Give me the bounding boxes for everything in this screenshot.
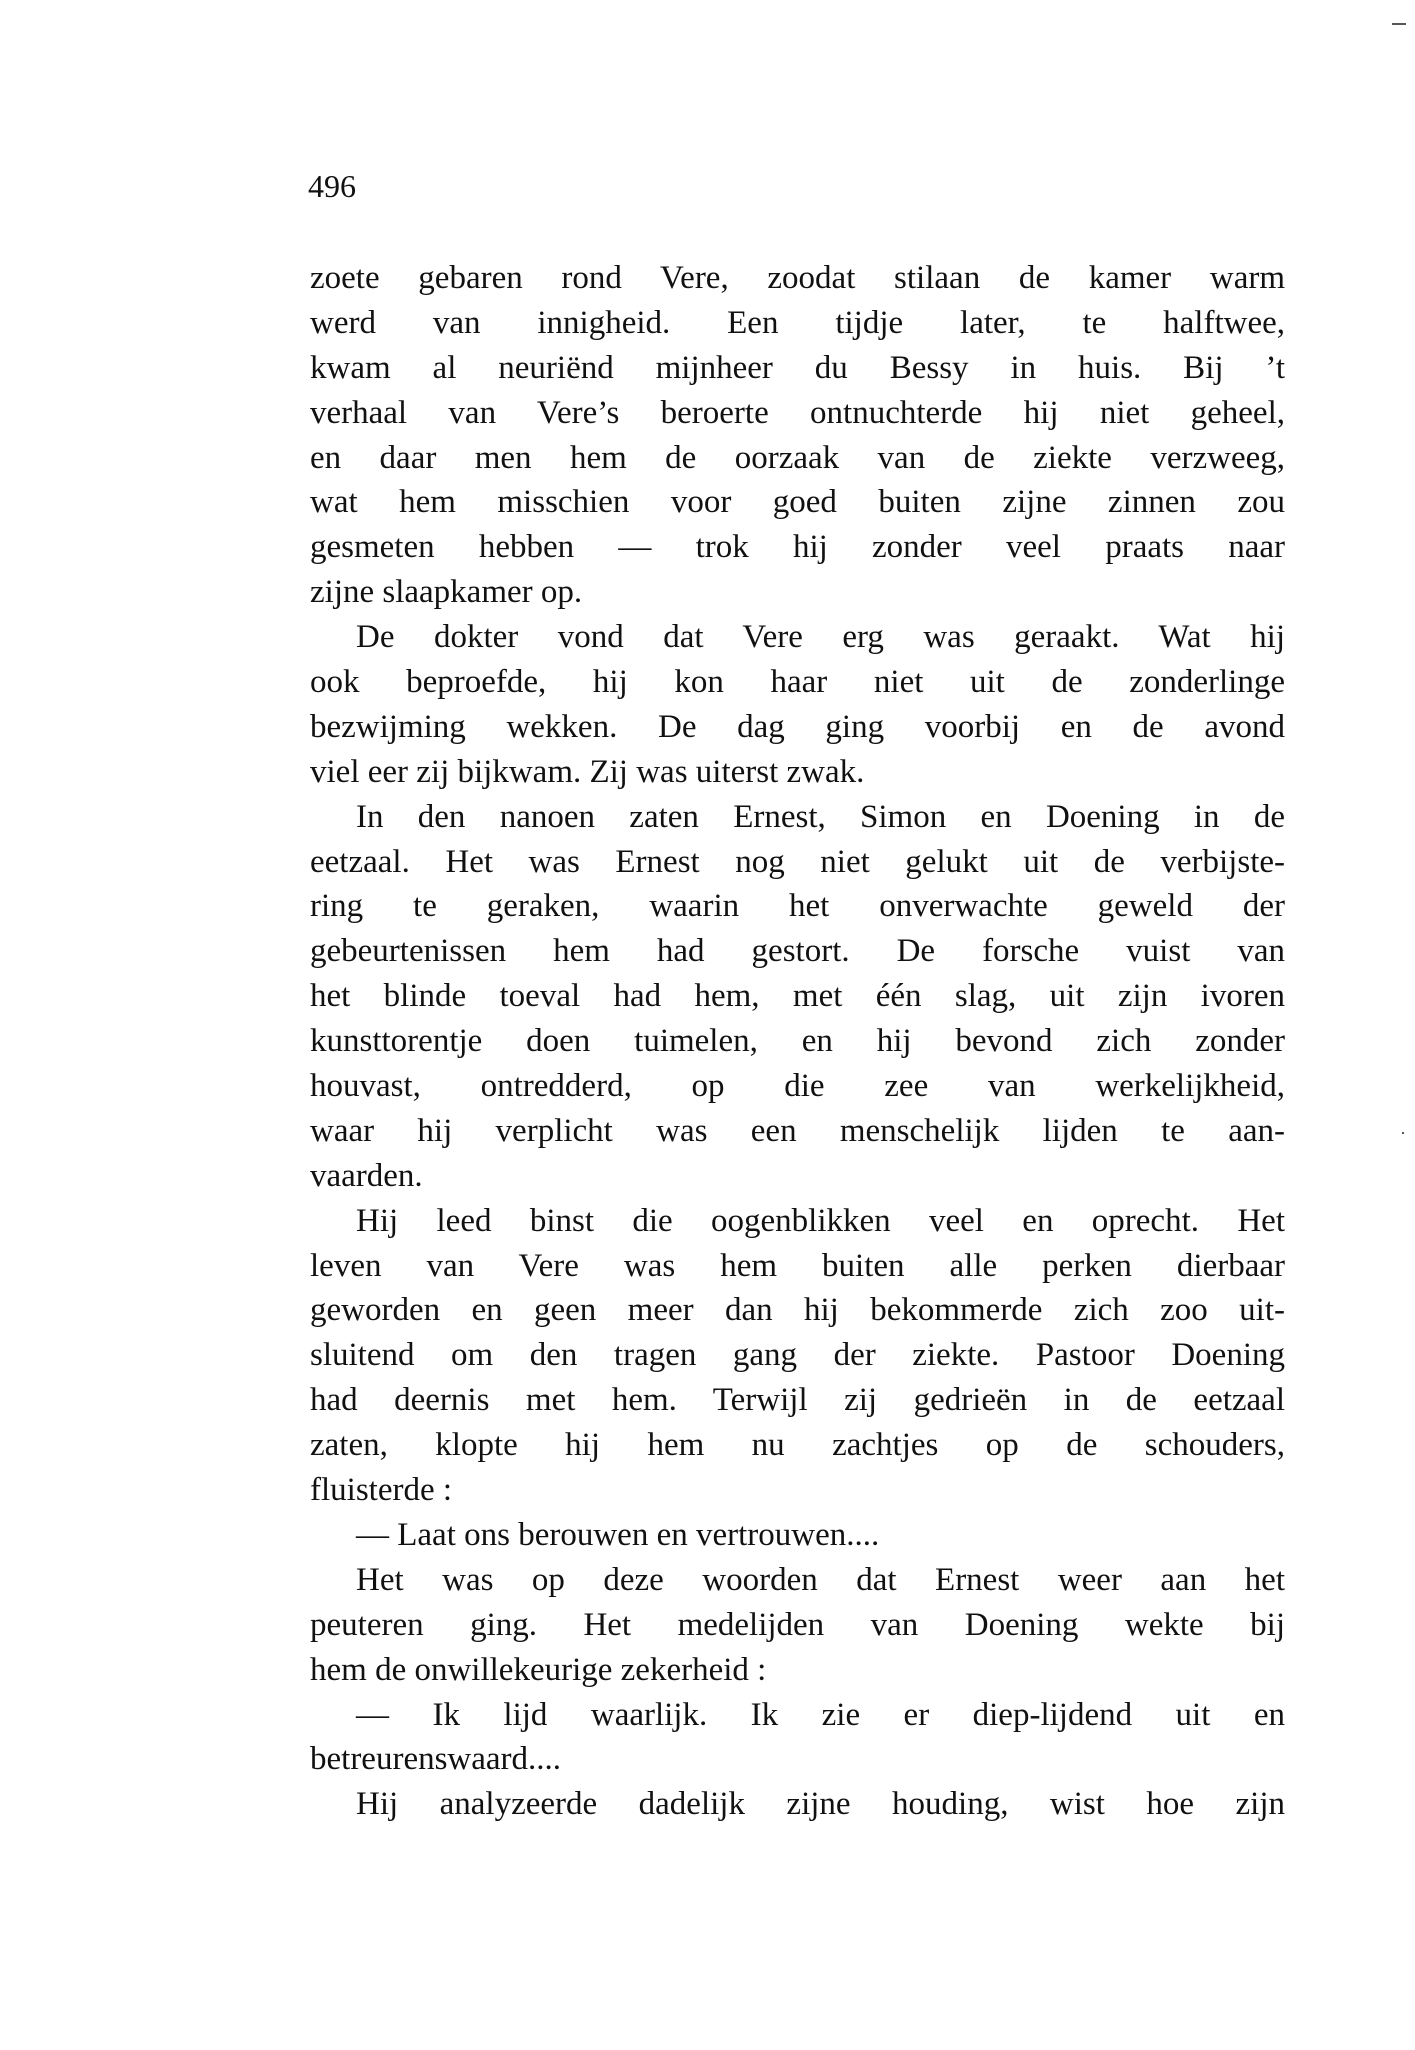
text-line: Hij leed binst die oogenblikken veel en oprecht. Het (356, 1202, 1285, 1239)
text-line: — Ik lijd waarlijk. Ik zie er diep-lijdend uit en (356, 1696, 1285, 1733)
scan-mark (1392, 23, 1406, 25)
text-line: kwam al neuriënd mijnheer du Bessy in huis. Bij ’t (310, 349, 1285, 386)
scan-mark (1402, 1132, 1404, 1134)
text-line: betreurenswaard.... (310, 1741, 562, 1778)
text-line: In den nanoen zaten Ernest, Simon en Doening in de (356, 798, 1285, 835)
text-line: bezwijming wekken. De dag ging voorbij en de avond (310, 708, 1285, 745)
text-line: zijne slaapkamer op. (310, 574, 583, 611)
text-line: Het was op deze woorden dat Ernest weer aan het (356, 1561, 1285, 1598)
text-line: sluitend om den tragen gang der ziekte. Pastoor Doening (310, 1337, 1285, 1374)
text-line: wat hem misschien voor goed buiten zijne zinnen zou (310, 484, 1285, 521)
text-line: — Laat ons berouwen en vertrouwen.... (356, 1516, 880, 1553)
text-line: leven van Vere was hem buiten alle perken dierbaar (310, 1247, 1285, 1284)
text-line: het blinde toeval had hem, met één slag, uit zijn ivoren (310, 978, 1285, 1015)
text-line: fluisterde : (310, 1472, 453, 1509)
text-line: hem de onwillekeurige zekerheid : (310, 1651, 767, 1688)
text-line: gesmeten hebben — trok hij zonder veel praats naar (310, 529, 1285, 566)
text-line: peuteren ging. Het medelijden van Doening wekte bij (310, 1606, 1285, 1643)
text-line: ook beproefde, hij kon haar niet uit de zonderlinge (310, 664, 1285, 701)
text-line: De dokter vond dat Vere erg was geraakt. Wat hij (356, 619, 1285, 656)
text-line: zaten, klopte hij hem nu zachtjes op de schouders, (310, 1427, 1285, 1464)
text-line: geworden en geen meer dan hij bekommerde zich zoo uit- (310, 1292, 1285, 1329)
text-line: viel eer zij bijkwam. Zij was uiterst zwak. (310, 753, 865, 790)
text-line: ring te geraken, waarin het onverwachte geweld der (310, 888, 1285, 925)
text-line: zoete gebaren rond Vere, zoodat stilaan de kamer warm (310, 260, 1285, 296)
text-line: gebeurtenissen hem had gestort. De forsche vuist van (310, 933, 1285, 970)
text-line: eetzaal. Het was Ernest nog niet gelukt uit de verbijste- (310, 843, 1285, 880)
text-line: werd van innigheid. Een tijdje later, te halftwee, (310, 304, 1285, 341)
page-number: 496 (308, 168, 356, 204)
text-line: vaarden. (310, 1157, 423, 1194)
text-line: en daar men hem de oorzaak van de ziekte verzweeg, (310, 439, 1285, 476)
text-line: verhaal van Vere’s beroerte ontnuchterde hij niet geheel, (310, 394, 1285, 431)
text-line: had deernis met hem. Terwijl zij gedrieën in de eetzaal (310, 1382, 1285, 1419)
text-line: houvast, ontredderd, op die zee van werkelijkheid, (310, 1068, 1285, 1105)
text-line: Hij analyzeerde dadelijk zijne houding, wist hoe zijn (356, 1786, 1285, 1823)
text-line: kunsttorentje doen tuimelen, en hij bevond zich zonder (310, 1023, 1285, 1060)
body-text (310, 256, 1285, 1827)
text-line: waar hij verplicht was een menschelijk lijden te aan- (310, 1112, 1285, 1149)
